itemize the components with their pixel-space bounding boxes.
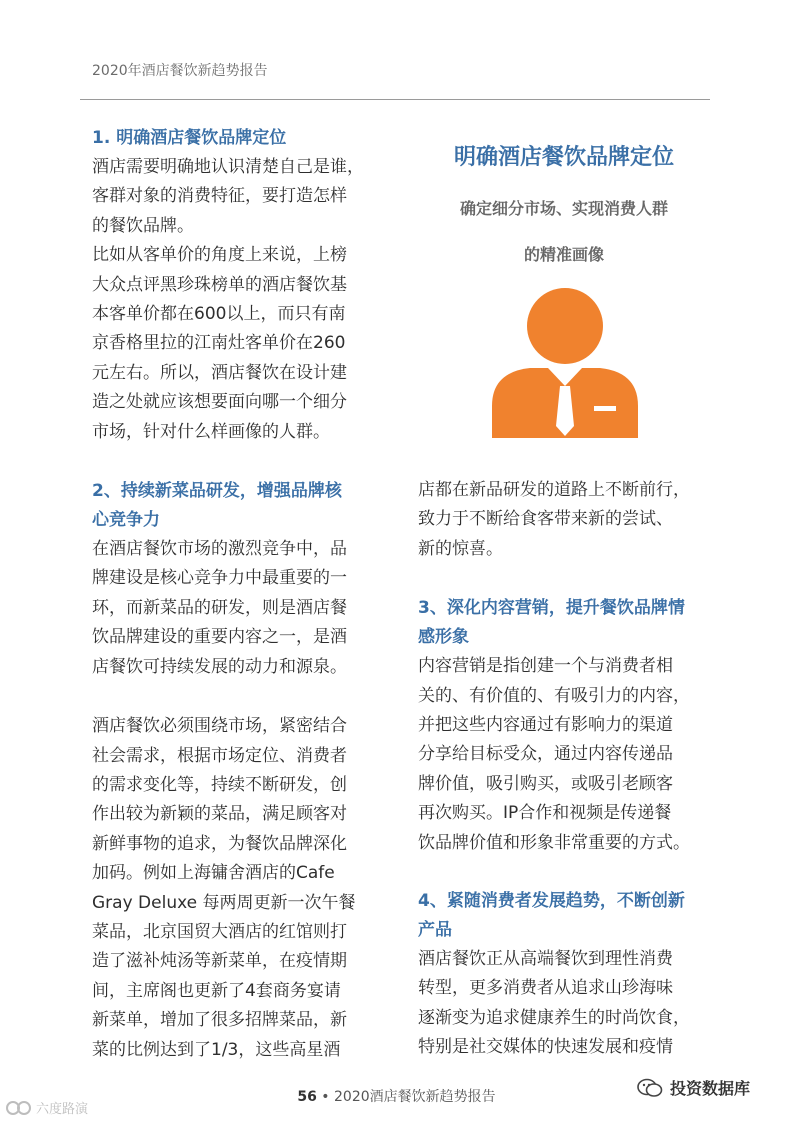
watermark-left-text: 六度路演	[36, 1102, 89, 1117]
person-head	[527, 288, 603, 364]
text-line: 造之处就应该想要面向哪一个细分	[92, 392, 347, 413]
section-2-para-1	[92, 535, 388, 682]
section-1-para-2	[92, 241, 388, 447]
text-line: 酒店餐饮正从高端餐饮到理性消费	[418, 949, 673, 970]
text-line: 菜的比例达到了1/3，这些高星酒	[92, 1039, 341, 1060]
text-line: 的餐饮品牌。	[92, 215, 194, 236]
text-line: 社会需求，根据市场定位、消费者	[92, 745, 347, 766]
text-line: 本客单价都在600以上，而只有南	[92, 304, 346, 325]
section-2-title	[92, 477, 388, 535]
text-line: 产品	[418, 920, 452, 941]
text-line: 牌建设是核心竞争力中最重要的一	[92, 568, 347, 589]
section-3-title	[418, 594, 728, 652]
text-line: 特别是社交媒体的快速发展和疫情	[418, 1037, 673, 1058]
text-line: 间，主席阁也更新了4套商务宴请	[92, 980, 341, 1001]
section-3-para	[418, 652, 728, 858]
text-line: 感形象	[418, 627, 469, 648]
feature-subtitle-line-1: 确定细分市场、实现消费人群	[459, 199, 668, 218]
section-4-para	[418, 945, 728, 1063]
watermark-left	[6, 1098, 88, 1117]
text-line: 2、持续新菜品研发，增强品牌核	[92, 481, 342, 502]
feature-title: 明确酒店餐饮品牌定位	[453, 145, 674, 170]
right-column	[418, 476, 728, 1063]
text-line: 加码。例如上海镛舍酒店的Cafe	[92, 863, 335, 884]
text-line: 分享给目标受众，通过内容传递品	[418, 744, 673, 765]
feature-subtitle	[418, 186, 710, 278]
text-line: 作出较为新颖的菜品，满足顾客对	[92, 804, 347, 825]
pocket-square	[594, 406, 616, 411]
footer-title: 2020酒店餐饮新趋势报告	[334, 1089, 496, 1105]
text-line: 致力于不断给食客带来新的尝试、	[418, 509, 673, 530]
text-line: 饮品牌建设的重要内容之一，是酒	[92, 627, 347, 648]
text-line: 大众点评黑珍珠榜单的酒店餐饮基	[92, 274, 347, 295]
text-line: 元左右。所以，酒店餐饮在设计建	[92, 362, 347, 383]
section-2-para-2	[92, 712, 388, 1065]
text-line: 的需求变化等，持续不断研发，创	[92, 774, 347, 795]
text-line: 转型，更多消费者从追求山珍海味	[418, 978, 673, 999]
text-line: 牌价值，吸引购买，或吸引老顾客	[418, 773, 673, 794]
wechat-icon	[636, 1077, 664, 1099]
text-line: 再次购买。IP合作和视频是传递餐	[418, 803, 672, 824]
text-line: 3、深化内容营销，提升餐饮品牌情	[418, 598, 685, 619]
text-line: 并把这些内容通过有影响力的渠道	[418, 715, 673, 736]
businessman-icon	[490, 288, 640, 440]
text-line: 饮品牌价值和形象非常重要的方式。	[418, 832, 690, 853]
text-line: 比如从客单价的角度上来说，上榜	[92, 245, 347, 266]
text-line: 市场，针对什么样画像的人群。	[92, 421, 330, 442]
text-line: 店餐饮可持续发展的动力和源泉。	[92, 656, 347, 677]
text-line: 环，而新菜品的研发，则是酒店餐	[92, 597, 347, 618]
text-line: 4、紧随消费者发展趋势，不断创新	[418, 891, 685, 912]
feature-subtitle-line-2: 的精准画像	[523, 245, 604, 264]
section-2-continued	[418, 476, 728, 564]
feature-box	[418, 138, 710, 278]
text-line: 菜品，北京国贸大酒店的红馆则打	[92, 921, 347, 942]
watermark-logo-icon	[6, 1100, 32, 1116]
left-column	[92, 124, 388, 1065]
text-line: 店都在新品研发的道路上不断前行，	[418, 480, 690, 500]
header-divider	[80, 99, 710, 100]
text-line: 造了滋补炖汤等新菜单，在疫情期	[92, 951, 347, 972]
text-line: Gray Deluxe 每两周更新一次午餐	[92, 892, 356, 913]
header-title: 2020年酒店餐饮新趋势报告	[92, 63, 268, 79]
text-line: 关的、有价值的、有吸引力的内容，	[418, 685, 690, 706]
text-line: 新鲜事物的追求，为餐饮品牌深化	[92, 833, 347, 854]
text-line: 内容营销是指创建一个与消费者相	[418, 656, 673, 677]
text-line: 心竞争力	[92, 510, 160, 531]
text-line: 新的惊喜。	[418, 538, 503, 559]
text-line: 酒店需要明确地认识清楚自己是谁，	[92, 157, 364, 177]
footer-separator: •	[321, 1089, 330, 1105]
section-1-title: 1. 明确酒店餐饮品牌定位	[92, 128, 287, 148]
watermark-right-text: 投资数据库	[670, 1079, 751, 1098]
text-line: 京香格里拉的江南灶客单价在260	[92, 333, 346, 354]
text-line: 酒店餐饮必须围绕市场，紧密结合	[92, 716, 347, 737]
section-4-title	[418, 887, 728, 945]
section-1-para-1	[92, 153, 388, 241]
page-number: 56	[297, 1089, 317, 1105]
text-line: 逐渐变为追求健康养生的时尚饮食，	[418, 1007, 690, 1028]
text-line: 在酒店餐饮市场的激烈竞争中，品	[92, 539, 347, 560]
text-line: 新菜单，增加了很多招牌菜品，新	[92, 1010, 347, 1031]
watermark-right	[636, 1076, 750, 1099]
text-line: 客群对象的消费特征，要打造怎样	[92, 186, 347, 207]
